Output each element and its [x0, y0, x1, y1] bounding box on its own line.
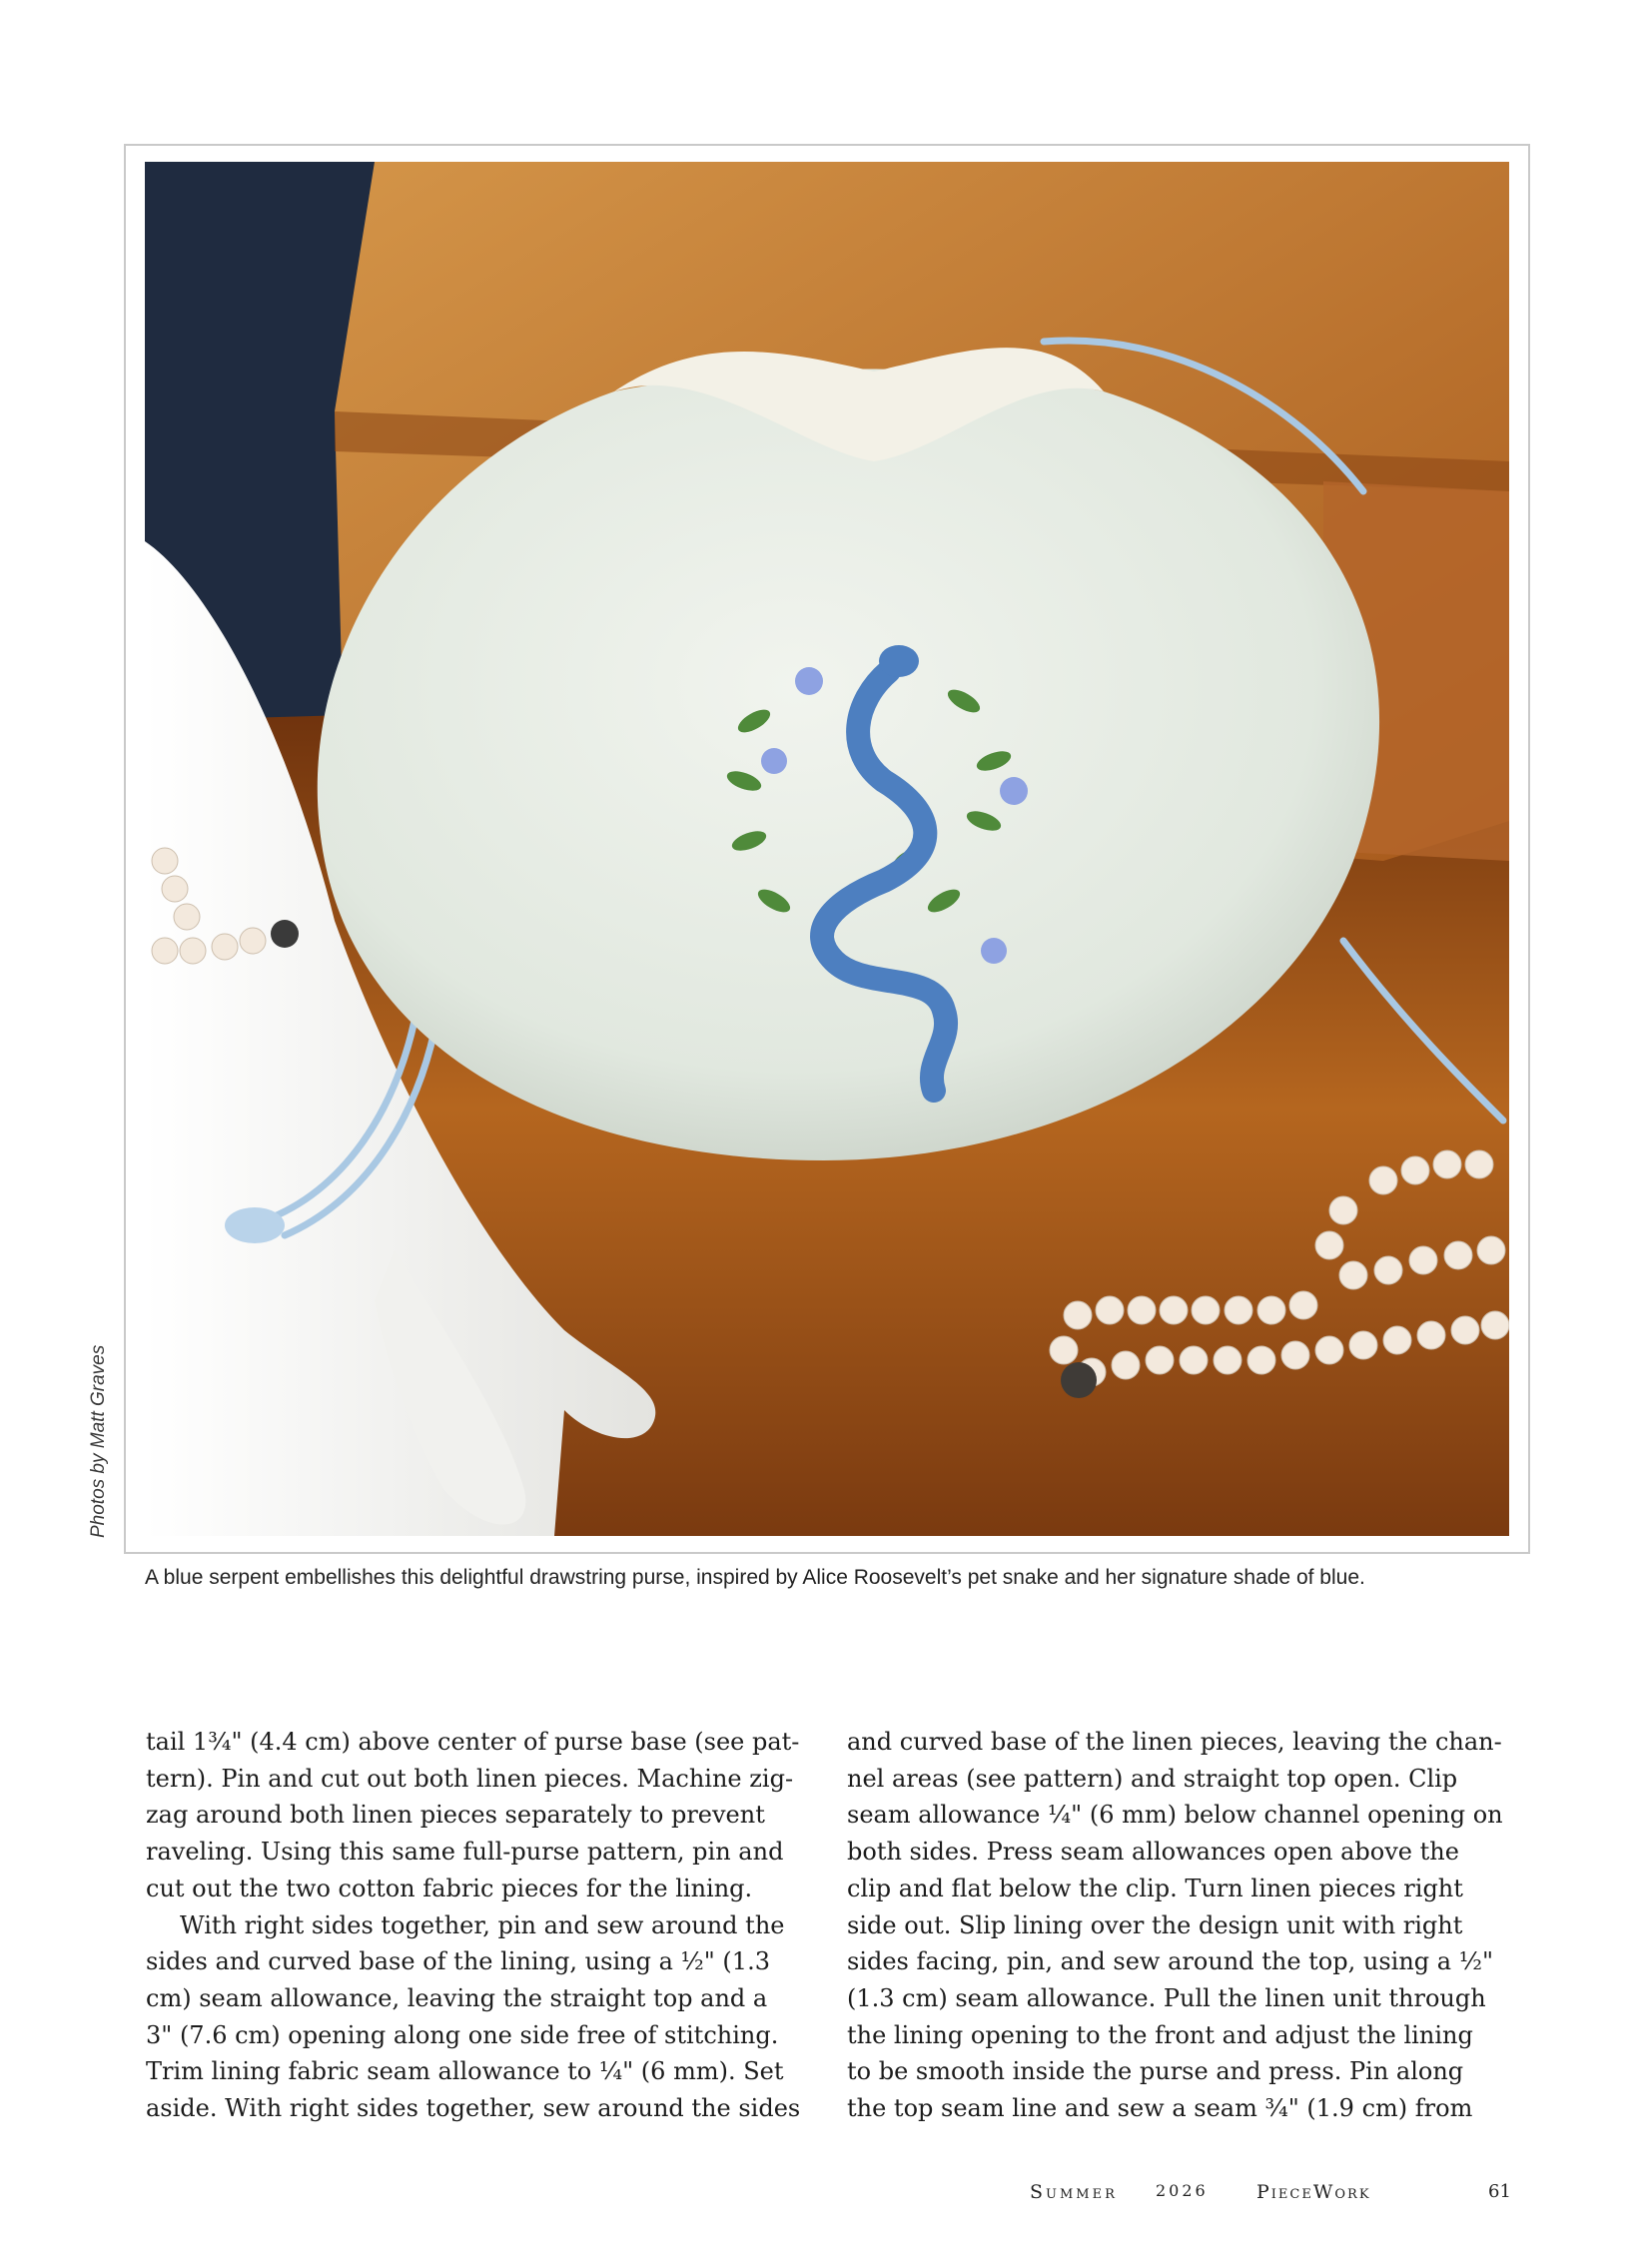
text-line: sides facing, pin, and sew around the top, using a ½" [847, 1947, 1494, 1976]
footer-season: Summer [1030, 2181, 1118, 2203]
clasp-left [271, 920, 299, 948]
text-line: tail 1¾" (4.4 cm) above center of purse base (see pat- [146, 1728, 800, 1756]
text-line: the lining opening to the front and adjust the lining [847, 2020, 1473, 2049]
purse-photo [145, 162, 1509, 1536]
text-line: cm) seam allowance, leaving the straight top and a [146, 1983, 768, 2012]
text-line: to be smooth inside the purse and press. Pin along [847, 2057, 1464, 2086]
text-line: (1.3 cm) seam allowance. Pull the linen unit through [847, 1983, 1486, 2012]
text-line: clip and flat below the clip. Turn linen pieces right [847, 1874, 1463, 1902]
text-line: the top seam line and sew a seam ¾" (1.9 cm) from [847, 2094, 1473, 2123]
text-line: nel areas (see pattern) and straight top open. Clip [847, 1764, 1458, 1793]
serpent-head [879, 645, 919, 677]
text-line: side out. Slip lining over the design unit with right [847, 1910, 1463, 1939]
clasp-right [1061, 1362, 1097, 1398]
text-line: tern). Pin and cut out both linen pieces. Machine zig- [146, 1764, 794, 1793]
photo-caption: A blue serpent embellishes this delightful drawstring purse, inspired by Alice Roosevelt’s pet snake and her signature shade of blue. [145, 1566, 1365, 1589]
text-line: sides and curved base of the lining, using a ½" (1.3 [146, 1947, 770, 1976]
body-column-right [847, 1724, 1506, 2127]
text-line: seam allowance ¼" (6 mm) below channel opening on [847, 1801, 1503, 1830]
text-line: and curved base of the linen pieces, leaving the chan- [847, 1728, 1502, 1756]
photo-credit: Photos by Matt Graves [88, 1344, 109, 1538]
text-line: zag around both linen pieces separately to prevent [146, 1801, 765, 1830]
footer-year: 2026 [1156, 2181, 1209, 2200]
body-column-left [146, 1724, 805, 2127]
text-line: Trim lining fabric seam allowance to ¼" (6 mm). Set [146, 2057, 784, 2086]
page-number: 61 [1488, 2181, 1511, 2202]
text-line: raveling. Using this same full-purse pattern, pin and [146, 1838, 784, 1867]
text-line: aside. With right sides together, sew around the sides [146, 2094, 801, 2123]
text-line: 3" (7.6 cm) opening along one side free of stitching. [146, 2020, 779, 2049]
footer-magazine-name: PieceWork [1256, 2181, 1371, 2203]
cord-knot [225, 1207, 285, 1243]
text-line: both sides. Press seam allowances open above the [847, 1838, 1459, 1867]
text-line: With right sides together, pin and sew around the [180, 1910, 785, 1939]
text-line: cut out the two cotton fabric pieces for the lining. [146, 1874, 753, 1902]
